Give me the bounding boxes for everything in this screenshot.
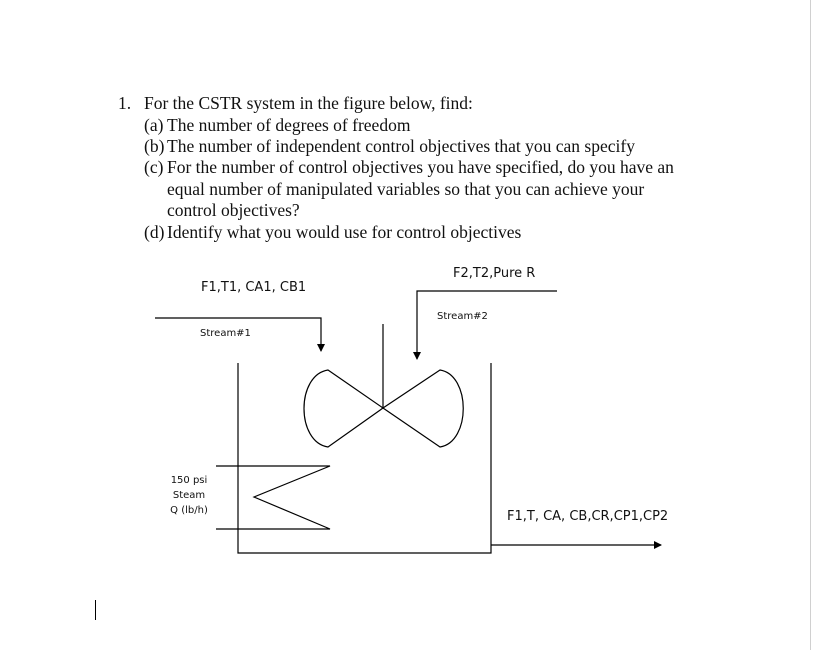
- stream2-label: Stream#2: [437, 311, 488, 322]
- part-d-label: (d): [144, 222, 165, 242]
- part-c-text-cont: equal number of manipulated variables so that you can achieve your: [167, 179, 645, 199]
- question-stem: For the CSTR system in the figure below, find:: [144, 93, 473, 113]
- steam-text: Steam: [172, 490, 206, 501]
- steam-coil: [216, 466, 330, 529]
- stream1-label: Stream#1: [200, 328, 251, 339]
- part-c-text: For the number of control objectives you have specified, do you have an: [167, 157, 674, 177]
- text-cursor: [95, 600, 96, 620]
- stream1-variables: F1,T1, CA1, CB1: [201, 280, 307, 295]
- part-b-text: The number of independent control objectives that you can specify: [167, 136, 635, 156]
- part-c-label: (c): [144, 157, 164, 177]
- part-c-text-cont: control objectives?: [167, 200, 300, 220]
- impeller-left-blade: [304, 370, 383, 447]
- stream2-pipe: [417, 291, 557, 359]
- stream2-variables: F2,T2,Pure R: [453, 266, 536, 281]
- outlet-variables: F1,T, CA, CB,CR,CP1,CP2: [507, 509, 669, 524]
- part-a-text: The number of degrees of freedom: [167, 115, 411, 135]
- part-b-label: (b): [144, 136, 165, 156]
- steam-label: [168, 473, 210, 518]
- question-number: 1.: [118, 93, 132, 113]
- steam-flow: Q (lb/h): [170, 505, 208, 516]
- reactor-vessel: [238, 363, 491, 553]
- part-a-label: (a): [144, 115, 164, 135]
- steam-pressure: 150 psi: [170, 475, 208, 486]
- impeller-right-blade: [383, 370, 463, 447]
- part-d-text: Identify what you would use for control objectives: [167, 222, 522, 242]
